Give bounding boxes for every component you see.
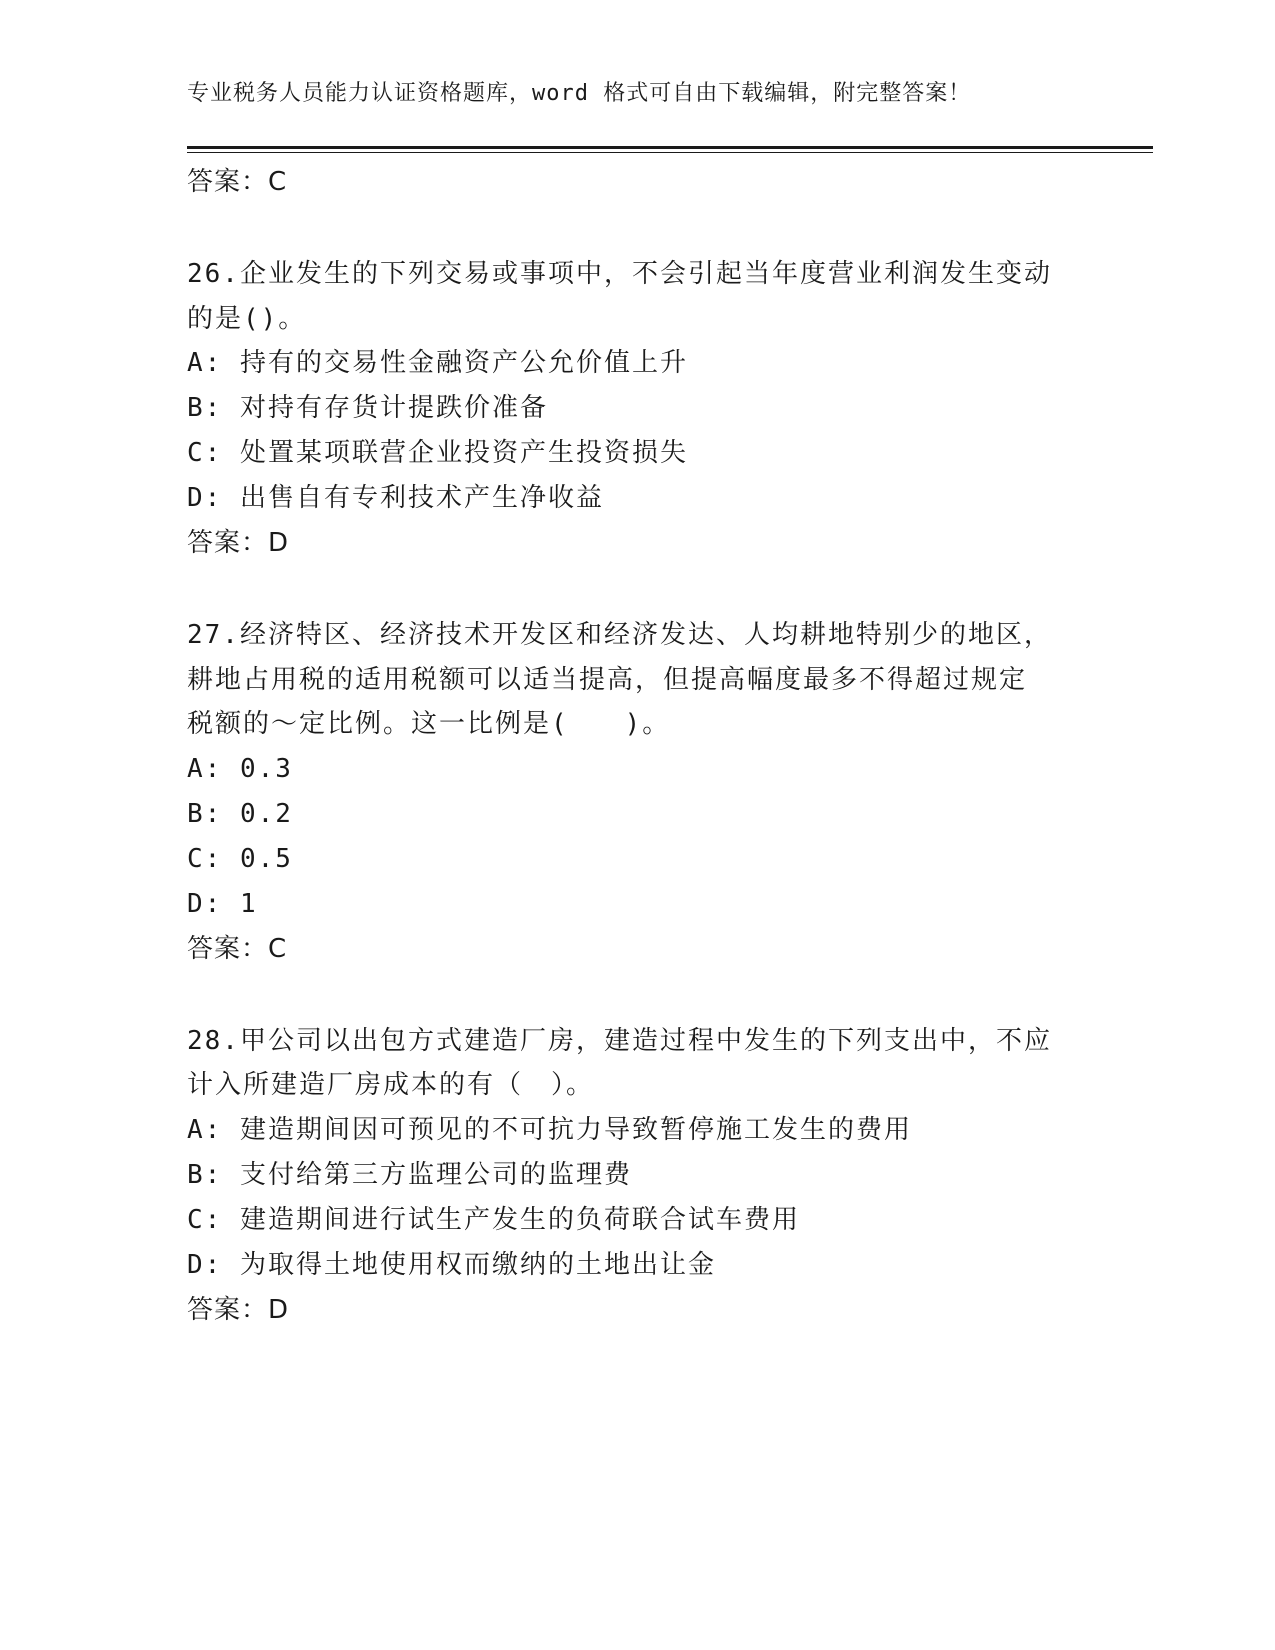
option-c: C: 处置某项联营企业投资产生投资损失 xyxy=(187,438,688,468)
question-stem-line: 26.企业发生的下列交易或事项中，不会引起当年度营业利润发生变动 xyxy=(187,259,1052,289)
question-block xyxy=(187,613,1087,971)
option-b: B: 0.2 xyxy=(187,798,293,829)
question-stem-line: 税额的～定比例。这一比例是( )。 xyxy=(187,709,671,739)
answer-line: 答案：D xyxy=(187,1294,290,1325)
question-stem-line: 27.经济特区、经济技术开发区和经济发达、人均耕地特别少的地区， xyxy=(187,620,1052,650)
option-c: C: 0.5 xyxy=(187,843,293,874)
option-a: A: 持有的交易性金融资产公允价值上升 xyxy=(187,348,688,378)
option-b: B: 支付给第三方监理公司的监理费 xyxy=(187,1159,632,1190)
question-stem-line: 耕地占用税的适用税额可以适当提高，但提高幅度最多不得超过规定 xyxy=(187,664,1028,695)
option-d: D: 出售自有专利技术产生净收益 xyxy=(187,483,604,513)
question-stem-line: 计入所建造厂房成本的有（ ）。 xyxy=(187,1070,595,1100)
option-a: A: 0.3 xyxy=(187,753,293,784)
question-block xyxy=(187,252,1087,565)
option-d: D: 为取得土地使用权而缴纳的土地出让金 xyxy=(187,1249,716,1280)
question-stem-line: 28.甲公司以出包方式建造厂房，建造过程中发生的下列支出中，不应 xyxy=(187,1025,1052,1056)
question-block xyxy=(187,1019,1087,1332)
spacer xyxy=(187,565,1087,613)
option-a: A: 建造期间因可预见的不可抗力导致暂停施工发生的费用 xyxy=(187,1114,912,1145)
spacer xyxy=(187,971,1087,1019)
option-d: D: 1 xyxy=(187,888,258,919)
answer-line: 答案：C xyxy=(187,933,288,964)
answer-line: 答案：C xyxy=(187,167,288,197)
option-b: B: 对持有存货计提跌价准备 xyxy=(187,393,548,423)
header-divider-thin xyxy=(187,152,1153,153)
option-c: C: 建造期间进行试生产发生的负荷联合试车费用 xyxy=(187,1204,800,1235)
document-body xyxy=(187,160,1087,1332)
question-stem-line: 的是()。 xyxy=(187,303,307,334)
spacer xyxy=(187,204,1087,252)
page-header: 专业税务人员能力认证资格题库，word 格式可自由下载编辑，附完整答案！ xyxy=(187,81,972,106)
answer-line: 答案：D xyxy=(187,528,290,558)
header-divider-thick xyxy=(187,146,1153,149)
